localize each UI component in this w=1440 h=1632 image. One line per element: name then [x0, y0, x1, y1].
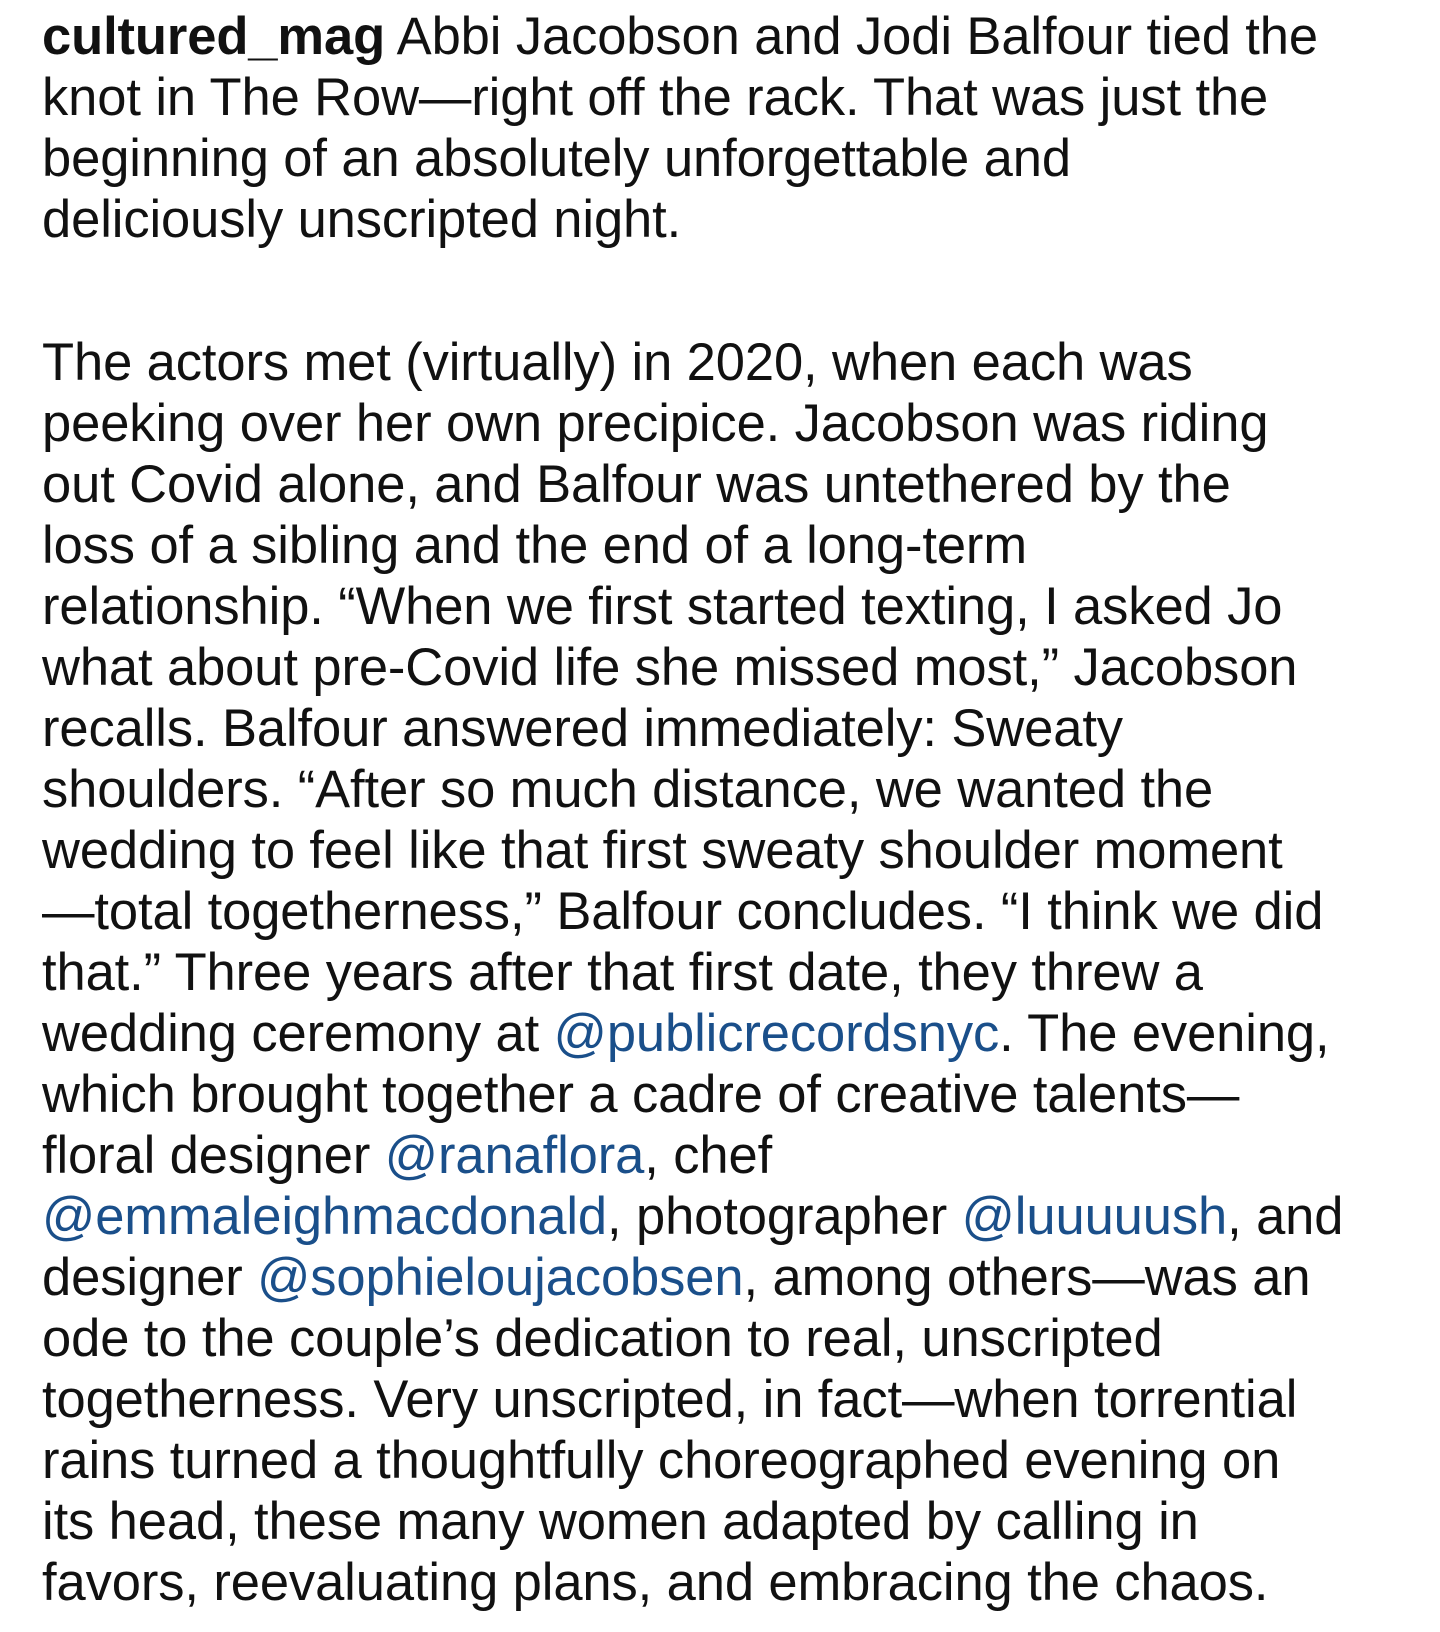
caption-text: knot in The Row—right off the rack. That was just the	[42, 68, 1269, 127]
caption-text: wedding ceremony at	[42, 1004, 554, 1063]
caption-text: recalls. Balfour answered immediately: Sweaty	[42, 699, 1123, 758]
mention-link-emmaleighmacdonald[interactable]: @emmaleighmacdonald	[42, 1187, 608, 1246]
caption-text: Abbi Jacobson and Jodi Balfour tied the	[385, 7, 1318, 66]
caption-text: deliciously unscripted night.	[42, 190, 682, 249]
caption-text: floral designer	[42, 1126, 385, 1185]
caption-text: peeking over her own precipice. Jacobson was riding	[42, 394, 1269, 453]
caption-text: that.” Three years after that first date, they threw a	[42, 943, 1203, 1002]
caption-text: togetherness. Very unscripted, in fact—when torrential	[42, 1370, 1298, 1429]
mention-link-sophieloujacobsen[interactable]: @sophieloujacobsen	[257, 1248, 744, 1307]
caption-text: , and	[1227, 1187, 1344, 1246]
mention-link-ranaflora[interactable]: @ranaflora	[384, 1126, 645, 1185]
caption-text: . The evening,	[999, 1004, 1330, 1063]
caption-text: beginning of an absolutely unforgettable and	[42, 129, 1071, 188]
caption-text: out Covid alone, and Balfour was untethered by the	[42, 455, 1231, 514]
caption-text: rains turned a thoughtfully choreographed evening on	[42, 1431, 1281, 1490]
caption-text: ode to the couple’s dedication to real, unscripted	[42, 1309, 1163, 1368]
caption-text: which brought together a cadre of creative talents—	[42, 1065, 1240, 1124]
caption-text: , photographer	[607, 1187, 962, 1246]
caption-text: , among others—was an	[743, 1248, 1311, 1307]
caption-body	[42, 332, 1422, 1613]
mention-link-luuuuush[interactable]: @luuuuush	[961, 1187, 1228, 1246]
caption-text: loss of a sibling and the end of a long-term	[42, 516, 1027, 575]
caption-text: —total togetherness,” Balfour concludes. “I think we did	[42, 882, 1324, 941]
post-caption	[42, 6, 1422, 250]
caption-text: The actors met (virtually) in 2020, when each was	[42, 333, 1193, 392]
mention-link-publicrecordsnyc[interactable]: @publicrecordsnyc	[553, 1004, 1000, 1063]
caption-text: what about pre-Covid life she missed most,” Jacobson	[42, 638, 1298, 697]
caption-text: favors, reevaluating plans, and embracing the chaos.	[42, 1553, 1269, 1612]
caption-text: relationship. “When we first started texting, I asked Jo	[42, 577, 1283, 636]
caption-text: wedding to feel like that first sweaty shoulder moment	[42, 821, 1283, 880]
username-link[interactable]: cultured_mag	[42, 7, 386, 66]
caption-text: , chef	[644, 1126, 773, 1185]
caption-text: shoulders. “After so much distance, we wanted the	[42, 760, 1214, 819]
caption-text: designer	[42, 1248, 258, 1307]
caption-text: its head, these many women adapted by calling in	[42, 1492, 1199, 1551]
